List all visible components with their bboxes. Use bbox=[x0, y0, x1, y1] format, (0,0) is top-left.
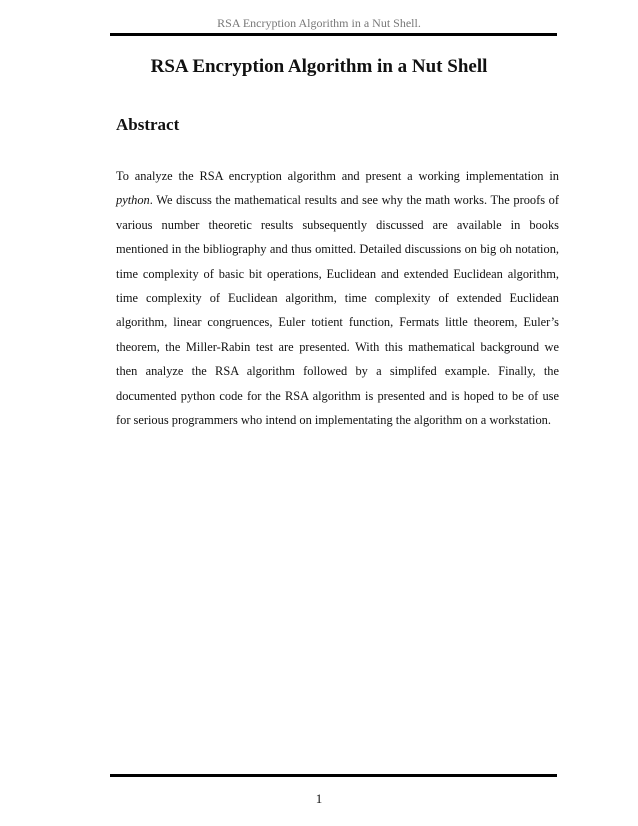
abstract-paragraph bbox=[116, 164, 559, 432]
abstract-emphasis-python: python bbox=[116, 193, 150, 208]
abstract-text-lead: To analyze the RSA encryption algorithm and present a working implementation in bbox=[116, 169, 559, 183]
abstract-text-rest: . We discuss the mathematical results and see why the math works. The proofs of various number theoretic results subsequently discussed are available in books mentioned in the bibliography and thus omitted. Detailed discussions on big oh notation, time complexity of basic bit operations, Euclidean and extended Euclidean algorithm, time complexity of Euclidean algorithm, time complexity of extended Euclidean algorithm, linear congruences, Euler totient function, Fermats little theorem, Euler’s theorem, the Miller-Rabin test are presented. With this mathematical background we then analyze the RSA algorithm followed by a simplifed example. Finally, the documented python code for the RSA algorithm is presented and is hoped to be of use for serious programmers who intend on implementating the algorithm on a workstation. bbox=[116, 193, 559, 428]
header-divider bbox=[110, 33, 557, 36]
running-header: RSA Encryption Algorithm in a Nut Shell. bbox=[217, 16, 421, 30]
footer-divider bbox=[110, 774, 557, 777]
abstract-heading: Abstract bbox=[116, 115, 180, 134]
page-number: 1 bbox=[315, 791, 323, 806]
document-title: RSA Encryption Algorithm in a Nut Shell bbox=[150, 56, 488, 77]
